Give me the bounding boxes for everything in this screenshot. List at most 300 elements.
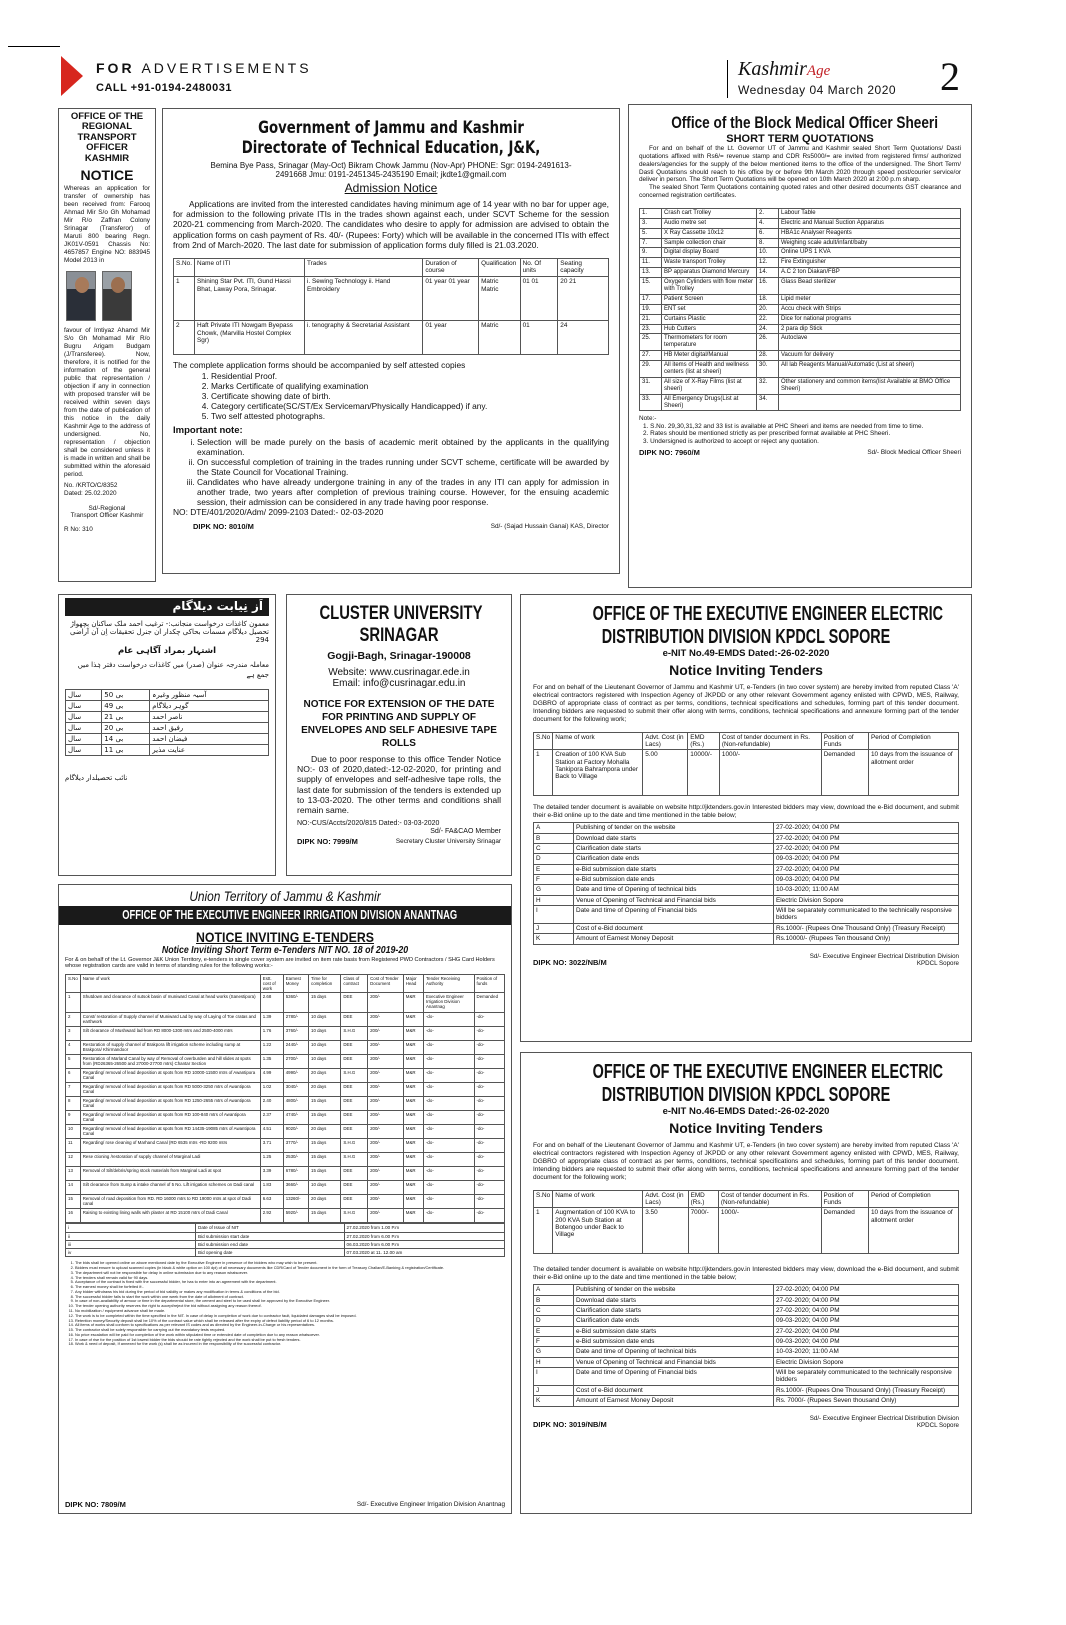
cus-address: Gogji-Bagh, Srinagar-190008 <box>327 649 471 662</box>
table-row <box>66 1209 505 1223</box>
table-row <box>534 1347 959 1357</box>
table-row <box>534 1326 959 1336</box>
cell: M&R <box>403 1041 423 1055</box>
cell: Regarding/ removal of lead deposition at spots from RD 100-840 mtrs of Awantipora Canal <box>80 1111 260 1125</box>
table-row <box>534 1357 959 1367</box>
cell: E <box>534 1326 574 1336</box>
table-row <box>534 895 959 905</box>
table-row <box>66 1041 505 1055</box>
cell: BP apparatus Diamond Mercury <box>662 268 757 278</box>
cell: Augmentation of 100 KVA to 200 KVA Sub Station at Botengoo under Back to Village <box>553 1208 643 1254</box>
cell: 10-03-2020; 11:00 AM <box>774 1347 959 1357</box>
cell: 3.71 <box>260 1139 283 1153</box>
cell: -do- <box>474 1013 504 1027</box>
cell: -do- <box>423 1195 474 1209</box>
cell: B <box>534 1295 574 1305</box>
list-item: 8. The successful bidder fails to start the work within one week from the date of allotment of contract. <box>75 1295 505 1300</box>
cell: Restoration of Marland Canal by way of Removal of overburden and hill slides at spots from (RD26365-26500 and 27000-27700 mtrs) Chantar Section <box>80 1055 260 1069</box>
cell: Oxygen Cylinders with flow meter with Trolley <box>662 278 757 295</box>
cell: -do- <box>423 1111 474 1125</box>
table-row <box>66 993 505 1013</box>
cell: 10 days from the issuance of allotment order <box>869 1208 959 1254</box>
cell: 10 days <box>309 1181 341 1195</box>
rto-body-2: favour of Imtiyaz Ahamd Mir S/o Gh Mohamad Mir R/o Bugru Arigam Budgam (J/Transferee). Now, therefore, it is notified for the information of the general public that representation / objection if any in connection with proposed transfer will be received within seven days from the date of publication of this notice in the daily Kashmir Age to the address of undersigned. No, representation / objection shall be considered unless it is made in written and shall be submitted within the aforesaid period. <box>64 327 150 479</box>
list-item: 5. Two self attested photographs. <box>211 411 609 421</box>
cell: Venue of Opening of Technical and Financial bids <box>574 895 774 905</box>
cell: A <box>534 1285 574 1295</box>
cell: Clarification date ends <box>574 854 774 864</box>
cell: HBA1c Analyser Reagents <box>779 228 961 238</box>
col-header: No. Of units <box>520 258 558 276</box>
cell: S.H.G <box>341 1027 368 1041</box>
table-row <box>640 238 961 248</box>
bmo-signature: Sd/- Block Medical Officer Sheeri <box>867 448 961 456</box>
cus-website: Website: www.cusrinagar.ede.in <box>328 666 470 678</box>
cell: Date and time of Opening of Financial bids <box>574 906 774 924</box>
cell: Demanded <box>821 1208 868 1254</box>
cell: Rs.10000/- (Rupees Ten thousand Only) <box>774 934 959 944</box>
table-row <box>66 689 269 700</box>
list-item: 9. In case of non-availability of armour or time in the departmental store, the cement and steel to be used shall be approved by the Executive Engineer. <box>75 1299 505 1304</box>
col-header: EMD (Rs.) <box>688 1190 718 1208</box>
cell: 2. <box>757 208 779 218</box>
cell: Glass Bead sterilizer <box>779 278 961 295</box>
cell: 27-02-2020; 04:00 PM <box>774 1305 959 1315</box>
cell: F <box>534 1336 574 1346</box>
cell: H <box>534 1357 574 1367</box>
table-row <box>534 843 959 853</box>
cell: Regarding/ removal of lead deposition at spots from RD 1250-2655 mtrs of Awantipora Canal <box>80 1097 260 1111</box>
col-header: Name of work <box>80 975 260 993</box>
col-header: Estt. cost of work <box>260 975 283 993</box>
cell: بی 20 <box>102 722 150 733</box>
cell: 6.63 <box>260 1195 283 1209</box>
cell: 200/- <box>368 1097 404 1111</box>
cell: 21. <box>640 314 662 324</box>
cell: S.H.G <box>341 1069 368 1083</box>
cell: 15 days <box>309 1167 341 1181</box>
table-row <box>66 1167 505 1181</box>
kp2-dipk: DIPK NO: 3019/NB/M <box>533 1419 607 1429</box>
cell: DEE <box>341 1041 368 1055</box>
cell: Curtains Plastic <box>662 314 757 324</box>
cell: Rs. 7000/- (Rupees Seven thousand Only) <box>774 1396 959 1406</box>
cell: DEE <box>341 1195 368 1209</box>
cell: Bid submission start date <box>196 1232 345 1240</box>
col-header: Major Head <box>403 975 423 993</box>
cell: 2.37 <box>260 1111 283 1125</box>
header-vertical-rule <box>727 60 728 98</box>
bmo-note-1: 1. S.No. 29,30,31,32 and 33 list is available at PHC Sheeri and items are needed from time to time. <box>643 422 924 430</box>
cell: M&R <box>403 1139 423 1153</box>
col-header: Duration of course <box>423 258 479 276</box>
cell: -do- <box>474 1041 504 1055</box>
list-item: ii. On successful completion of training in the trades running under SCVT scheme, certificate will be awarded by the State Council for Vocational Training. <box>197 457 609 477</box>
cell: Hub Cutters <box>662 324 757 334</box>
cell: M&R <box>403 993 423 1013</box>
cell: سال <box>66 689 102 700</box>
cell: 4740/- <box>283 1111 308 1125</box>
cell: 27-02-2020; 04:00 PM <box>774 1326 959 1336</box>
cell: M&R <box>403 1055 423 1069</box>
table-row <box>534 874 959 884</box>
cell: سال <box>66 733 102 744</box>
cell: DEE <box>341 1083 368 1097</box>
urdu-line-2: تحصیل دیلاگام مسمات بحاکی چکدار ان جنرل تحقیقات اِن آن آراضی 294 <box>69 627 269 644</box>
cell: Const/ restoration of Supply channel of Muniward Lad by way of Laying of Toe cratas and earthwork <box>80 1013 260 1027</box>
table-row <box>66 1139 505 1153</box>
table-row <box>66 1083 505 1097</box>
cell: 27-02-2020; 04:00 PM <box>774 843 959 853</box>
cell: 2 para dip Stick <box>779 324 961 334</box>
cus-dipk: DIPK NO: 7999/M <box>297 836 358 846</box>
col-header: Advt. Cost (in Lacs) <box>643 1190 688 1208</box>
table-row <box>66 1249 505 1257</box>
cell: سال <box>66 711 102 722</box>
cell: Electric Division Sopore <box>774 1357 959 1367</box>
cell: Amount of Earnest Money Deposit <box>574 1396 774 1406</box>
cell: رفیق احمد <box>150 722 269 733</box>
cell: 16 <box>66 1209 81 1223</box>
kp1-heading-2: DISTRIBUTION DIVISION KPDCL SOPORE <box>601 626 891 648</box>
cell: 27.02.2020 from 6.00 P.m <box>344 1232 504 1240</box>
cell: 10 days <box>309 1027 341 1041</box>
cell: Download date starts <box>574 833 774 843</box>
cell: 15 days <box>309 1111 341 1125</box>
cell: Silt clearance of Mushward lad from RD 8000-1300 mtrs and 2500-4000 mtrs <box>80 1027 260 1041</box>
kp1-title: Notice Inviting Tenders <box>669 661 823 678</box>
urdu-table <box>65 689 269 756</box>
cell: -do- <box>474 1195 504 1209</box>
cell: e-Bid submission date starts <box>574 1326 774 1336</box>
cell: Clarification date starts <box>574 1305 774 1315</box>
table-row <box>66 1027 505 1041</box>
list-item: 10. The tender opening authority reserves the right to accept/reject the bid without assigning any reason thereof. <box>75 1304 505 1309</box>
cell: 10000/- <box>688 750 720 796</box>
table-row <box>66 711 269 722</box>
cell: 1000/- <box>719 750 821 796</box>
cus-heading-1: CLUSTER UNIVERSITY <box>319 603 483 624</box>
cell: 12. <box>757 258 779 268</box>
cell: -do- <box>474 1069 504 1083</box>
urdu-title: اَز نِیابت دیلاگام <box>65 598 269 616</box>
cell: M&R <box>403 1195 423 1209</box>
cell: 10 days <box>309 1013 341 1027</box>
cell: K <box>534 934 574 944</box>
kp2-heading-1: OFFICE OF THE EXECUTIVE ENGINEER ELECTRIC <box>592 1061 944 1083</box>
cell: A.C 2 ton Diakan/FBP <box>779 268 961 278</box>
cell: 09-03-2020; 04:00 PM <box>774 1316 959 1326</box>
cell: S.H.G <box>341 1153 368 1167</box>
cus-notice-title: NOTICE FOR EXTENSION OF THE DATE FOR PRINTING AND SUPPLY OF ENVELOPES AND SELF ADHESIVE TAPE ROLLS <box>301 698 497 749</box>
tech-heading-2: Directorate of Technical Education, J&K, <box>241 137 541 158</box>
cell: Shining Star Pvt. ITI, Gund Hassi Bhat, Laway Pora, Srinagar. <box>194 277 304 321</box>
cell: سال <box>66 700 102 711</box>
table-row <box>66 744 269 755</box>
cell: Haft Private ITI Nowgam Byepass Chowk, (Marvilla Hostel Complex Sgr) <box>194 321 304 355</box>
cell: Removal of Silt/debris/spring stock materials from Marginal Ladi at spot <box>80 1167 260 1181</box>
kp2-schedule <box>533 1284 959 1406</box>
list-item: 3. The department will not be responsible for delay in online submission due to any reason whatsoever. <box>75 1271 505 1276</box>
cell: 27-02-2020; 04:00 PM <box>774 823 959 833</box>
cell: F <box>534 874 574 884</box>
cell: 26. <box>757 334 779 351</box>
col-header: Name of work <box>553 1190 643 1208</box>
cell: 10 days <box>309 1055 341 1069</box>
table-row <box>534 823 959 833</box>
cell: Demanded <box>474 993 504 1013</box>
table-row <box>640 324 961 334</box>
cell: 27. <box>640 351 662 361</box>
table-row <box>66 722 269 733</box>
cell: A <box>534 823 574 833</box>
cell: 30. <box>757 361 779 378</box>
col-header: Tender Receiving Authority <box>423 975 474 993</box>
cell: -do- <box>474 1027 504 1041</box>
cell: C <box>534 1305 574 1315</box>
cell: Demanded <box>821 750 868 796</box>
cell: 1.83 <box>260 1181 283 1195</box>
cell: Silt clearance from Sump & intake channel of 5 No. Lift irrigation schemes on Dadi canal <box>80 1181 260 1195</box>
cell: 24 <box>558 321 609 355</box>
cell: D <box>534 1316 574 1326</box>
table-row <box>66 1240 505 1248</box>
irr-dates-table <box>65 1223 505 1257</box>
kpdcl-tender-49 <box>520 594 972 1042</box>
cell: 3760/- <box>283 1027 308 1041</box>
transferee-photo <box>102 271 132 321</box>
cell: گوہر دیلاگام <box>150 700 269 711</box>
cell: 10. <box>757 248 779 258</box>
col-header: Trades <box>304 258 422 276</box>
cell: 7000/- <box>688 1208 718 1254</box>
cell: 2.92 <box>260 1209 283 1223</box>
cell: -do- <box>423 1041 474 1055</box>
col-header: Name of work <box>553 732 643 750</box>
table-row <box>640 314 961 324</box>
cell: 4. <box>757 218 779 228</box>
cell: 5.00 <box>643 750 688 796</box>
cell: 4 <box>66 1041 81 1055</box>
cell: 18. <box>757 294 779 304</box>
table-row <box>534 854 959 864</box>
list-item: 12. The work is to be completed within the time specified in the NIT. In case of delay in completion of work due to contractor fault, liquidated damages shall be imposed. <box>75 1314 505 1319</box>
cell: 6 <box>66 1069 81 1083</box>
issue-date: Wednesday 04 March 2020 <box>738 83 897 97</box>
list-item: 2. Bidders must ensure to upload scanned copies (in black & white option on 100 dpi) of all necessary documents like CDR/Card of Tender document in the form of Treasury Challan/E-Banking & registration/Certificate. <box>75 1266 505 1271</box>
cell: Publishing of tender on the website <box>574 1285 774 1295</box>
cell: -do- <box>423 1013 474 1027</box>
list-item: iii. Candidates who have already undergone training in any of the trades in any ITI can apply for admission in another trade, two years after completion of previous training course. However, for the ensuing academic session, their admission can be considered in any trade having poor response. <box>197 477 609 507</box>
rto-photos <box>66 271 148 321</box>
cell: ENT set <box>662 304 757 314</box>
cell: 27-02-2020; 04:00 PM <box>774 1285 959 1295</box>
cell <box>779 394 961 411</box>
cell: 19. <box>640 304 662 314</box>
cell: Online UPS 1 KVA <box>779 248 961 258</box>
cell: M&R <box>403 1209 423 1223</box>
list-item: 13. Retention money/Security deposit shall be 10% of the contract value which shall be released after the expiry of defect liability period of 6 to 12 months. <box>75 1319 505 1324</box>
list-item: 15. The contractor shall be solely responsible for carrying out the mandatory tests required. <box>75 1328 505 1333</box>
cell: سال <box>66 722 102 733</box>
irr-title: NOTICE INVITING E-TENDERS <box>196 929 374 946</box>
table-row <box>640 218 961 228</box>
cell: 200/- <box>368 1125 404 1139</box>
col-header: S.No <box>534 1190 553 1208</box>
col-header: Cost of tender document in Rs. (Non-refundable) <box>719 732 821 750</box>
irr-works-table <box>65 974 505 1223</box>
cell: 34. <box>757 394 779 411</box>
page-number: 2 <box>940 54 960 99</box>
cell: 13. <box>640 268 662 278</box>
cell: سال <box>66 744 102 755</box>
kp1-signature: Sd/- Executive Engineer Electrical Distribution Division KPDCL Sopore <box>809 952 959 967</box>
list-item: 1. The bids shall be opened online on above mentioned date by the Executive Engineer in presence of the bidders who may wish to be present. <box>75 1261 505 1266</box>
table-row <box>66 733 269 744</box>
cell: -do- <box>423 1069 474 1083</box>
cell: M&R <box>403 1097 423 1111</box>
cus-body: Due to poor response to this office Tender Notice NO:- 03 of 2020,dated:-12-02-2020, for printing and supply of envelopes and self-adhesive tape rolls, the last date for submission of the tenders is extended up to 13-03-2020. The other terms and conditions shall remain same. <box>297 753 501 816</box>
cell: Dice for national programs <box>779 314 961 324</box>
cell: G <box>534 1347 574 1357</box>
list-item: 2. Marks Certificate of qualifying examination <box>211 381 609 391</box>
table-row <box>640 304 961 314</box>
cell: Date and time of Opening of Financial bids <box>574 1368 774 1386</box>
cell: D <box>534 854 574 864</box>
cell: -do- <box>474 1083 504 1097</box>
tech-dipk: DIPK NO: 8010/M <box>193 522 254 532</box>
advertisement-phone: CALL +91-0194-2480031 <box>96 82 232 94</box>
cell: 4800/- <box>283 1097 308 1111</box>
cell: عنایت مذیر <box>150 744 269 755</box>
table-row <box>66 700 269 711</box>
cell: Rese ctioning /restoration of supply channel of Marginal Ladi <box>80 1153 260 1167</box>
cell: -do- <box>423 1153 474 1167</box>
list-item: 11. No mobilization / equipment advance shall be made. <box>75 1309 505 1314</box>
cell: S.H.G <box>341 1139 368 1153</box>
table-row <box>66 1013 505 1027</box>
cell: 1. <box>640 208 662 218</box>
table-row <box>66 1181 505 1195</box>
list-item: 5. Acceptance of the contract is fixed with the successful bidder, he has to enter into an agreement with the department. <box>75 1280 505 1285</box>
col-header: Name of ITI <box>194 258 304 276</box>
cell: -do- <box>423 1027 474 1041</box>
table-row <box>534 1305 959 1315</box>
cell: 1 <box>534 750 553 796</box>
red-arrow-icon <box>61 56 83 96</box>
col-header: Position of Funds <box>821 732 868 750</box>
cell: DEE <box>341 1013 368 1027</box>
cell: 5 <box>66 1055 81 1069</box>
urdu-signature: نائب تحصیلدار دیلاگام <box>65 773 128 782</box>
table-row <box>640 334 961 351</box>
cell: HB Meter digital/Manual <box>662 351 757 361</box>
cell: 1.25 <box>260 1153 283 1167</box>
cell: 200/- <box>368 993 404 1013</box>
cell: 09-03-2020; 04:00 PM <box>774 874 959 884</box>
cell: 200/- <box>368 1153 404 1167</box>
cell: DEE <box>341 1125 368 1139</box>
cell: 3040/- <box>283 1083 308 1097</box>
col-header: Advt. Cost (in Lacs) <box>643 732 688 750</box>
rto-dated: Dated: 25.02.2020 <box>64 489 117 497</box>
cell: 3. <box>640 218 662 228</box>
cell: -do- <box>474 1153 504 1167</box>
cell: M&R <box>403 1181 423 1195</box>
cell: -do- <box>474 1055 504 1069</box>
table-row <box>534 885 959 895</box>
cell: i <box>66 1224 196 1232</box>
table-row <box>640 377 961 394</box>
cell: 3.39 <box>260 1167 283 1181</box>
cell: Other stationery and common items(list Available at BMO Office Sheeri) <box>779 377 961 394</box>
table-row <box>534 1316 959 1326</box>
cell: 3.50 <box>643 1208 688 1254</box>
cell: Removal of road deposition from RD. RD 16000 mtrs to RD 19000 mtrs at spot of Dadi canal <box>80 1195 260 1209</box>
cell: -do- <box>423 1167 474 1181</box>
table-row <box>66 1232 505 1240</box>
cell: Rs.1000/- (Rupees One Thousand Only) (Treasury Receipt) <box>774 1385 959 1395</box>
cell: Audio metre set <box>662 218 757 228</box>
cell: M&R <box>403 1069 423 1083</box>
col-header: Period of Completion <box>869 732 959 750</box>
cell: 3660/- <box>283 1181 308 1195</box>
cell: Electric Division Sopore <box>774 895 959 905</box>
col-header: Earnest Money <box>283 975 308 993</box>
cell: Will be separately communicated to the technically responsive bidders <box>774 1368 959 1386</box>
cell: بی 50 <box>102 689 150 700</box>
table-row <box>640 208 961 218</box>
cell: Will be separately communicated to the technically responsive bidders <box>774 906 959 924</box>
table-row <box>640 278 961 295</box>
list-item: 18. Work & need of deposit, If annexed for the work (s) shall be as incurred in the responsibility of the successful contractor. <box>75 1342 505 1347</box>
cell: 07.03.2020 at 11. 12.00 am <box>344 1249 504 1257</box>
table-row <box>66 1055 505 1069</box>
cell: J <box>534 1385 574 1395</box>
cell: Rs.1000/- (Rupees One Thousand Only) (Treasury Receipt) <box>774 923 959 933</box>
table-row <box>66 1069 505 1083</box>
cell: -do- <box>423 1055 474 1069</box>
cell: -do- <box>423 1209 474 1223</box>
table-row <box>534 1385 959 1395</box>
cell: All lab Reagents Manual/Automatic (List at sheeri) <box>779 361 961 378</box>
cell: 2700/- <box>283 1055 308 1069</box>
col-header: Qualification <box>479 258 521 276</box>
cell: DEE <box>341 993 368 1013</box>
kp1-details: The detailed tender document is available on website http://jktenders.gov.in Interested bidders may view, download the e-Bid document, and submit their e-Bid online up to the date and time mentioned in the table below; <box>533 804 959 820</box>
cell: 2.40 <box>260 1097 283 1111</box>
kp2-nit: e-NIT No.46-EMDS Dated:-26-02-2020 <box>662 1106 830 1117</box>
cell: Date and time of Opening of technical bids <box>574 885 774 895</box>
cell: 200/- <box>368 1041 404 1055</box>
cell: All Emergency Drugs(List at Sheeri) <box>662 394 757 411</box>
cell: Clarification date starts <box>574 843 774 853</box>
table-row <box>534 1368 959 1386</box>
cell: 01 <box>520 321 558 355</box>
cell: 27-02-2020; 04:00 PM <box>774 833 959 843</box>
irr-office-heading: OFFICE OF THE EXECUTIVE ENGINEER IRRIGATION DIVISION ANANTNAG <box>122 907 458 923</box>
cell: Labour Table <box>779 208 961 218</box>
cell: -do- <box>474 1181 504 1195</box>
cell: Waste transport Trolley <box>662 258 757 268</box>
cell: 1 <box>174 277 195 321</box>
cell: 3 <box>66 1027 81 1041</box>
urdu-line-1: معمون کاغذات درخواست منجانب:- ترغیب احمد ملک ساکنان بچھواڑ <box>70 619 269 628</box>
cus-email: Email: info@cusrinagar.edu.in <box>332 678 466 690</box>
table-row <box>640 361 961 378</box>
cell: ii <box>66 1232 196 1240</box>
cell: DEE <box>341 1097 368 1111</box>
